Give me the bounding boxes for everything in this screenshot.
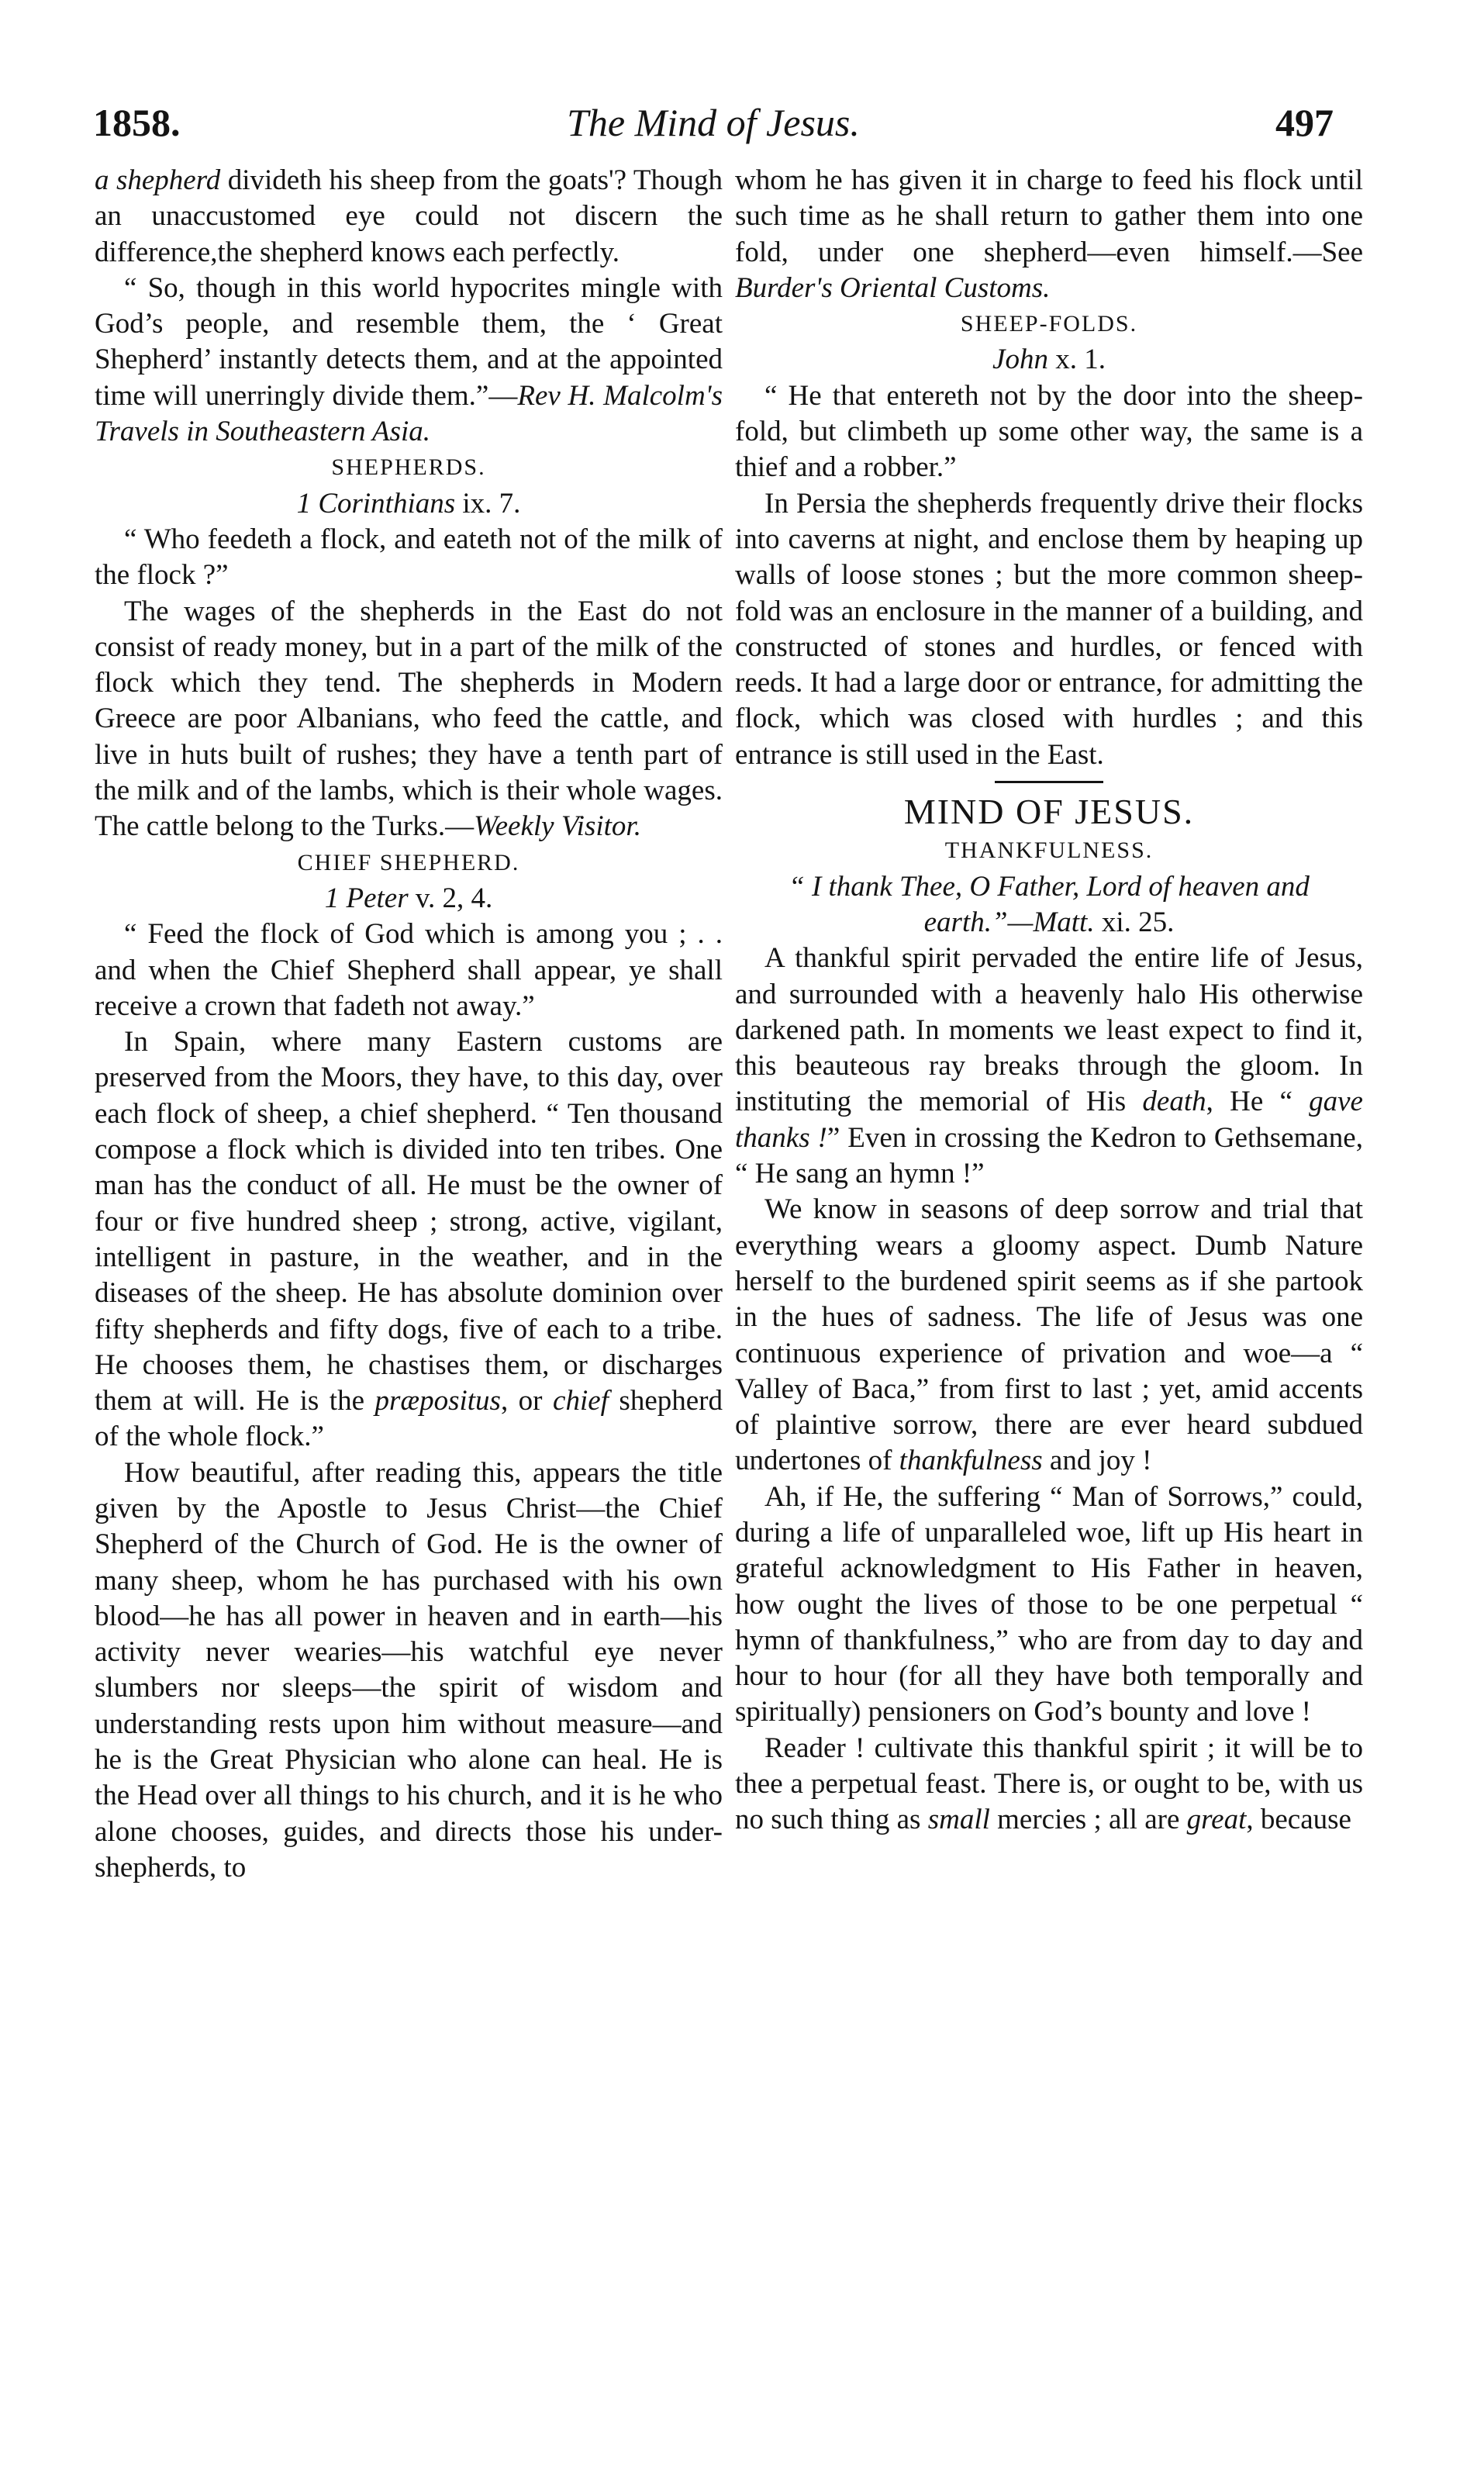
section-heading: CHIEF SHEPHERD. bbox=[297, 849, 520, 875]
page-header bbox=[93, 91, 1334, 154]
ref-verse: ix. 7. bbox=[462, 487, 521, 520]
scripture-quote: “ He that entereth not by the door into the sheep-fold, but climbeth up some other way, the same is a thief and a robber.” bbox=[735, 379, 1363, 484]
quote-text: “ I thank Thee, O Father, Lord of heaven and earth.”—Matt. bbox=[789, 870, 1310, 938]
italic-text: gave thanks ! bbox=[735, 1086, 1363, 1154]
paragraph bbox=[95, 594, 723, 845]
paragraph: In Persia the shepherds frequently drive their flocks into caverns at night, and enclose them by heaping up walls of loose stones ; but the more common sheep-fold was an enclosure in the manner of a building, and constructed of stones and hurdles, or fenced with reeds. It had a large door or entrance, for admitting the flock, which was closed with hurdles ; and this entrance is still used in the East. bbox=[735, 487, 1363, 771]
italic-text: great bbox=[1186, 1804, 1247, 1836]
paragraph bbox=[735, 941, 1363, 1192]
ref-verse: v. 2, 4. bbox=[415, 882, 493, 914]
paragraph-text: In Spain, where many Eastern customs are preserved from the Moors, they have, to this day, over each flock of sheep, a chief shepherd. “ Ten thousand compose a flock which is divided into ten tribes. One man has the conduct of all. He must be the owner of four or five hundred sheep ; strong, active, vigilant, intelligent in pasture, in the weather, and in the diseases of the sheep. He has absolute dominion over fifty shepherds and fifty dogs, five of each to a tribe. He chooses them, he chastises them, or discharges them at will. He is the bbox=[95, 1026, 723, 1417]
italic-text: death bbox=[1142, 1086, 1206, 1118]
italic-text: small bbox=[927, 1804, 990, 1836]
ref-book: 1 Corinthians bbox=[296, 487, 456, 520]
italic-text: a shepherd bbox=[95, 164, 221, 196]
paragraph bbox=[735, 163, 1363, 306]
paragraph-text: We know in seasons of deep sorrow and trial that everything wears a gloomy aspect. Dumb Nature herself to the burdened spirit seems as if she partook in the hues of sadness. The life of Jesus was one continuous experience of privation and woe—a “ Valley of Baca,” from first to last ; yet, amid accents of plaintive sorrow, there are ever heard subdued undertones of bbox=[735, 1193, 1363, 1477]
paragraph-text: , or bbox=[500, 1385, 554, 1417]
paragraph-text: whom he has given it in charge to feed his flock until such time as he shall return to gather them into one fold, under one shepherd—even himself.—See bbox=[735, 164, 1363, 268]
source-citation: Burder's Oriental Customs. bbox=[735, 271, 1051, 304]
scripture-reference bbox=[95, 881, 723, 917]
source-citation: Rev H. Malcolm's Travels in Southeastern Asia. bbox=[95, 379, 723, 448]
section-heading: SHEEP-FOLDS. bbox=[960, 311, 1138, 337]
paragraph-text: “ So, though in this world hypocrites mingle with God’s people, and resemble them, the ‘ Great Shepherd’ instantly detects them, and at the appointed time will unerringly divide them.”— bbox=[95, 271, 723, 412]
paragraph-text: Reader ! cultivate this thankful spirit ; it will be to thee a perpetual feast. There is, or ought to be, with us no such thing as bbox=[735, 1732, 1363, 1836]
paragraph-text: ” Even in crossing the Kedron to Gethsemane, “ He sang an hymn !” bbox=[735, 1121, 1363, 1190]
paragraph-text: divideth his sheep from the goats'? Though an unaccustomed eye could not discern the difference,the shepherd knows each perfectly. bbox=[95, 164, 723, 268]
section-divider bbox=[995, 781, 1103, 783]
paragraph bbox=[735, 1192, 1363, 1479]
section-heading: THANKFULNESS. bbox=[944, 837, 1154, 864]
scripture-quote: “ Who feedeth a flock, and eateth not of the milk of the flock ?” bbox=[95, 523, 723, 592]
paragraph-text: , because bbox=[1246, 1804, 1351, 1836]
scripture-reference bbox=[735, 342, 1363, 378]
page-number: 497 bbox=[1275, 101, 1334, 144]
italic-text: thankfulness bbox=[899, 1445, 1043, 1477]
section-title: MIND OF JESUS. bbox=[903, 792, 1195, 832]
scripture-reference bbox=[95, 486, 723, 522]
header-year: 1858. bbox=[93, 101, 181, 144]
paragraph bbox=[95, 271, 723, 450]
source-citation: Weekly Visitor. bbox=[474, 810, 641, 843]
italic-text: chief bbox=[553, 1385, 609, 1417]
paragraph bbox=[95, 163, 723, 271]
paragraph: How beautiful, after reading this, appears the title given by the Apostle to Jesus Christ—the Chief Shepherd of the Church of God. He is the owner of many sheep, whom he has purchased with his own blood—he has all power in heaven and in earth—his activity never wearies—his watchful eye never slumbers nor sleeps—the spirit of wisdom and understanding rests upon him without measure—and he is the Great Physician who alone can heal. He is the Head over all things to his church, and it is he who alone chooses, guides, and directs those his under-shepherds, to bbox=[95, 1456, 723, 1883]
paragraph-text: and joy ! bbox=[1042, 1445, 1152, 1477]
ref-verse: x. 1. bbox=[1055, 344, 1106, 376]
ref-book: 1 Peter bbox=[324, 882, 409, 914]
scripture-quote: “ Feed the flock of God which is among you ; . . and when the Chief Shepherd shall appear, ye shall receive a crown that fadeth not away.” bbox=[95, 918, 723, 1022]
paragraph-text: , He “ bbox=[1206, 1086, 1310, 1118]
paragraph-text: mercies ; all are bbox=[989, 1804, 1187, 1836]
ref-book: John bbox=[992, 344, 1048, 376]
paragraph-text: A thankful spirit pervaded the entire life of Jesus, and surrounded with a heavenly halo His otherwise darkened path. In moments we least expect to find it, this beauteous ray breaks through the gloom. In instituting the memorial of His bbox=[735, 942, 1363, 1118]
epigraph-quote bbox=[735, 869, 1363, 941]
paragraph bbox=[95, 1024, 723, 1455]
right-column bbox=[735, 163, 1363, 1839]
italic-text: præpositus bbox=[374, 1385, 501, 1417]
section-heading: SHEPHERDS. bbox=[331, 454, 486, 481]
paragraph: Ah, if He, the suffering “ Man of Sorrows,” could, during a life of unparalleled woe, lift up His heart in grateful acknowledgment to His Father in heaven, how ought the lives of those to be one perpetual “ hymn of thankfulness,” who are from day to day and hour to hour (for all they have both temporally and spiritually) pensioners on God’s bounty and love ! bbox=[735, 1480, 1363, 1728]
left-column bbox=[95, 163, 723, 1886]
paragraph bbox=[735, 1731, 1363, 1839]
quote-ref: xi. 25. bbox=[1094, 906, 1175, 938]
paragraph-text: The wages of the shepherds in the East do not consist of ready money, but in a part of the milk of the flock which they tend. The shepherds in Modern Greece are poor Albanians, who feed the cattle, and live in huts built of rushes; they have a tenth part of the milk and of the lambs, which is their whole wages. The cattle belong to the Turks.— bbox=[95, 595, 723, 843]
running-title: The Mind of Jesus. bbox=[567, 101, 860, 144]
paragraph-text: shepherd of the whole flock.” bbox=[95, 1385, 723, 1453]
